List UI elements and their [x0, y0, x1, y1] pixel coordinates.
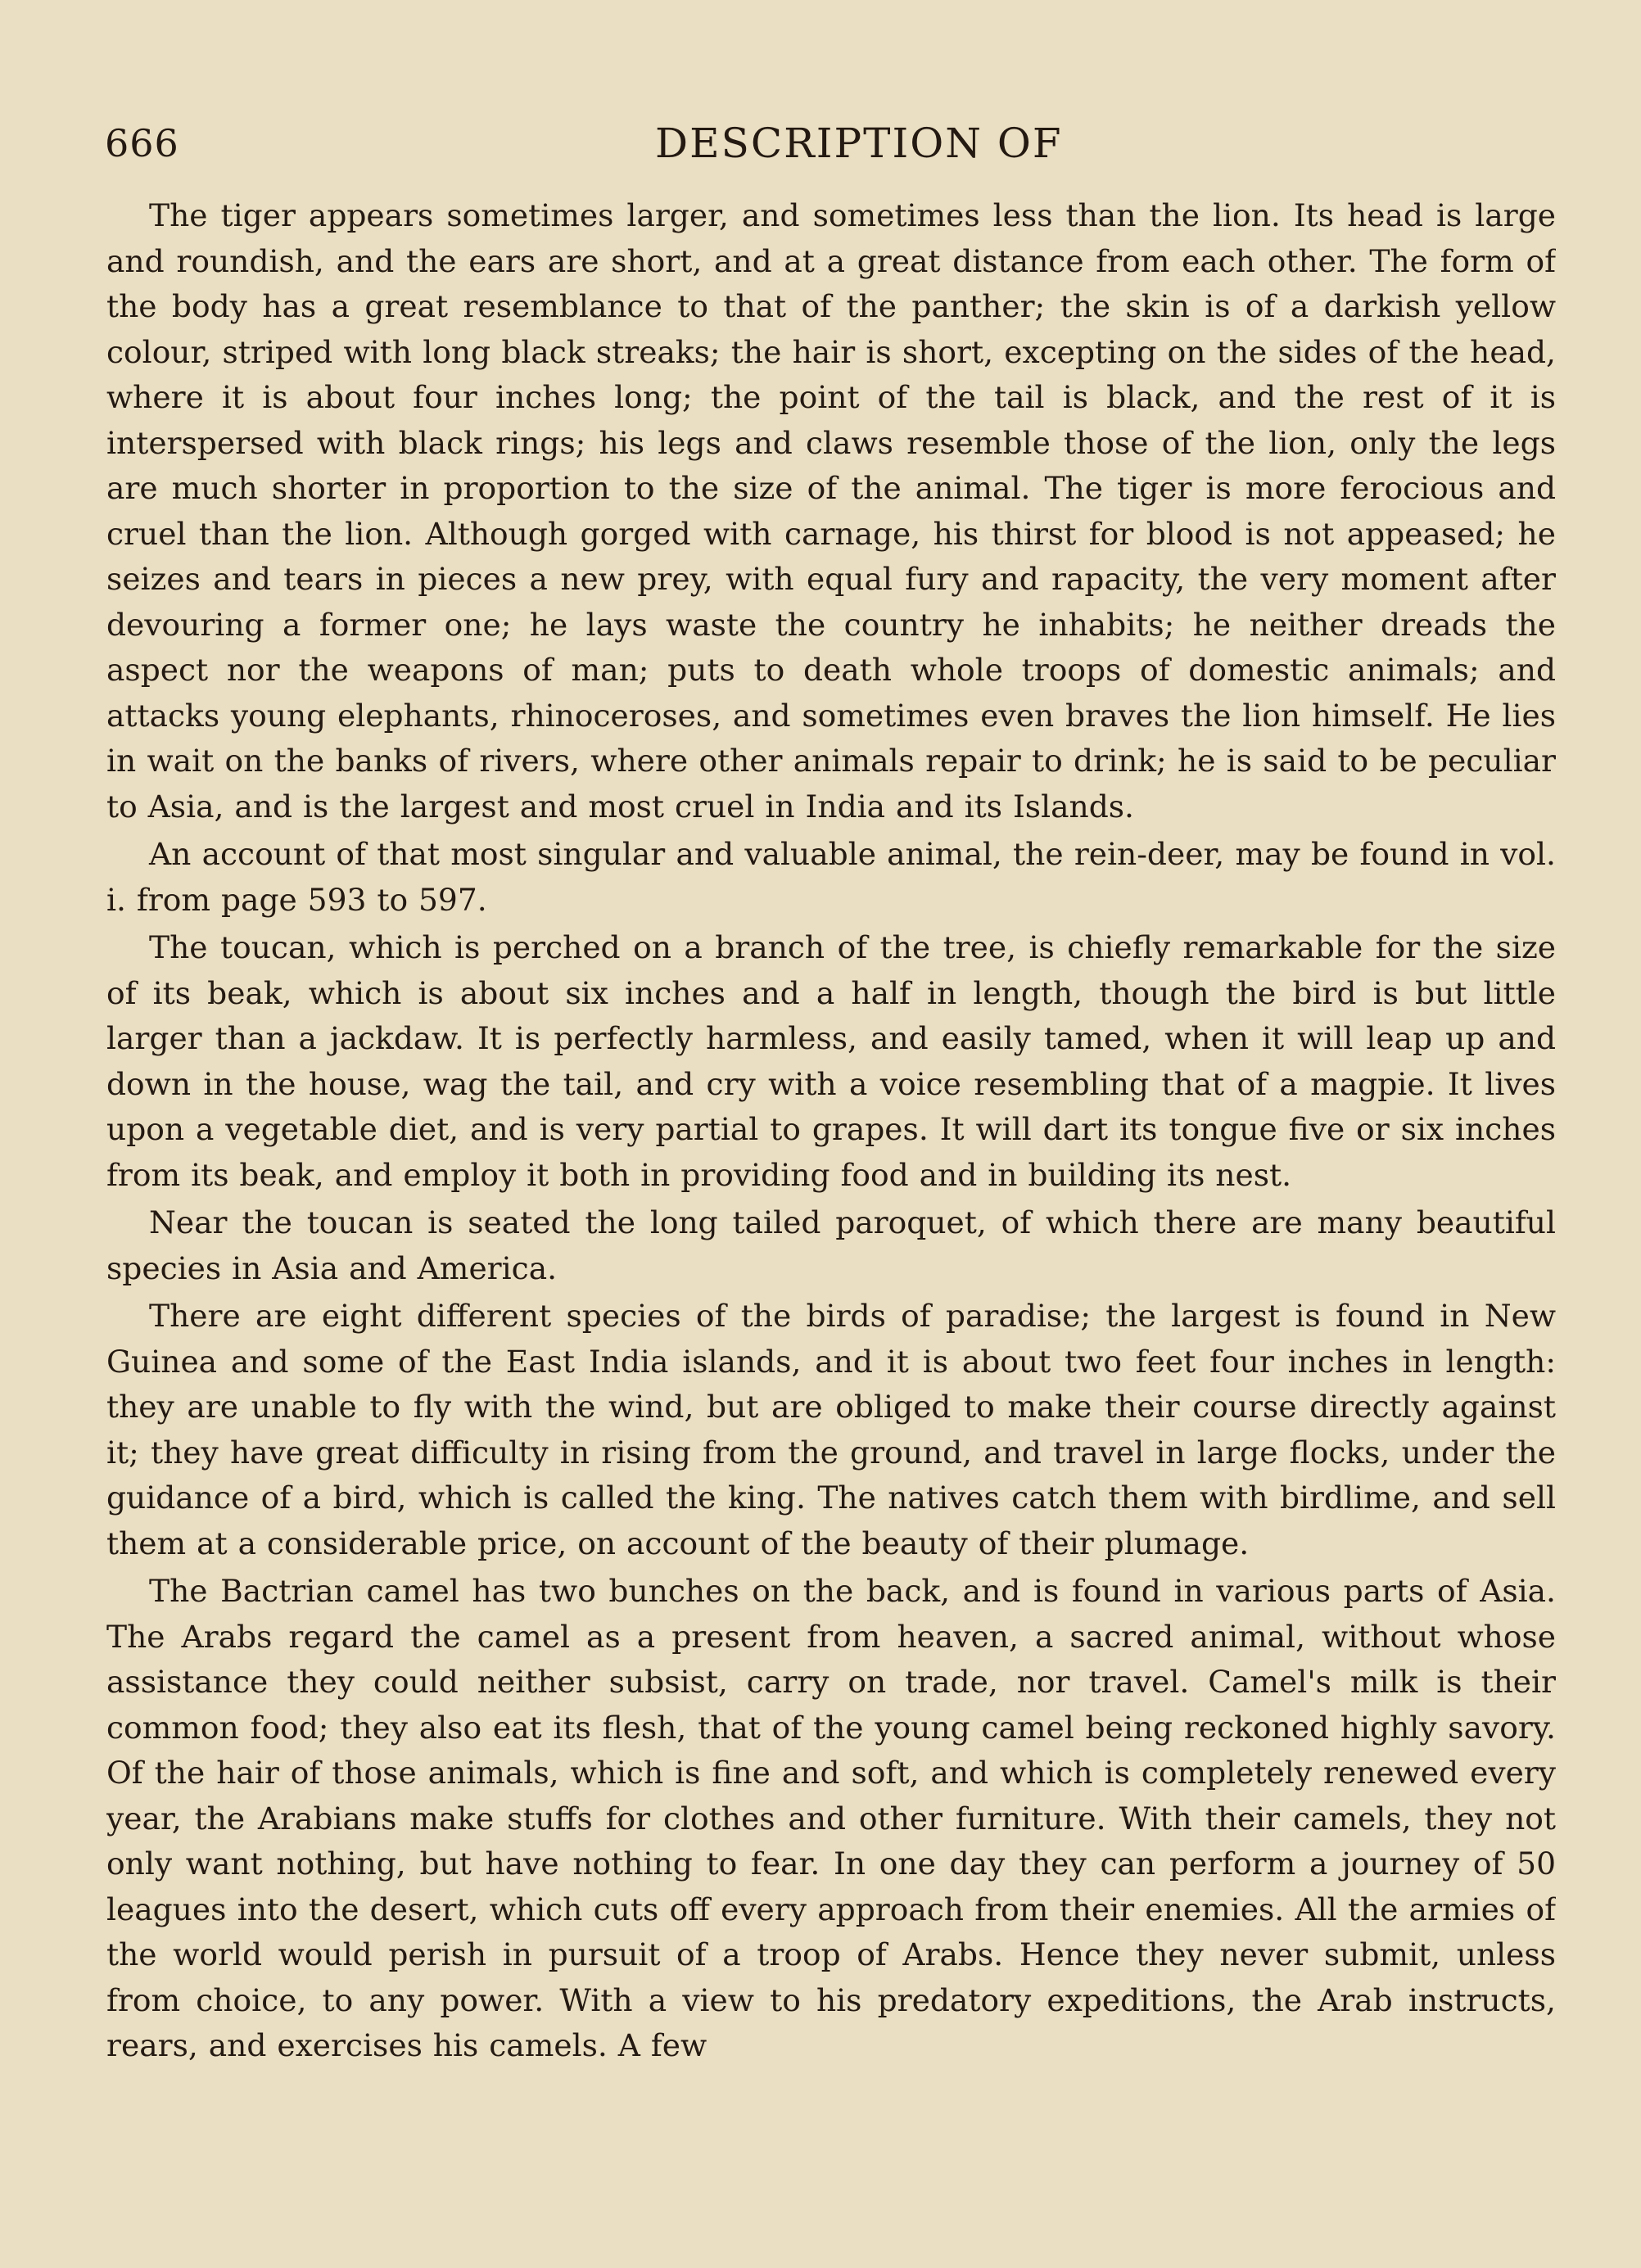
- paragraph-rein-deer: An account of that most singular and valuable animal, the rein-deer, may be found in vol. i. from page 593 to 597.: [106, 836, 1556, 918]
- page-body: [106, 193, 1556, 2207]
- running-head: DESCRIPTION OF: [655, 120, 1063, 167]
- paragraph-bactrian-camel: The Bactrian camel has two bunches on the back, and is found in various parts of Asia. The Arabs regard the camel as a present from heaven, a sacred animal, without whose assistance they could neither subsist, carry on trade, nor travel. Camel's milk is their common food; they also eat its flesh, that of the young camel being reckoned highly savory. Of the hair of those animals, which is fine and soft, and which is completely renewed every year, the Arabians make stuffs for clothes and other furniture. With their camels, they not only want nothing, but have nothing to fear. In one day they can perform a journey of 50 leagues into the desert, which cuts off every approach from their enemies. All the armies of the world would perish in pursuit of a troop of Arabs. Hence they never submit, unless from choice, to any power. With a view to his predatory expeditions, the Arab instructs, rears, and exercises his camels. A few: [106, 1573, 1556, 2063]
- paragraph-birds-of-paradise: There are eight different species of the birds of paradise; the largest is found in New Guinea and some of the East India islands, and it is about two feet four inches in length: they are unable to fly with the wind, but are obliged to make their course directly against it; they have great difficulty in rising from the ground, and travel in large flocks, under the guidance of a bird, which is called the king. The natives catch them with birdlime, and sell them at a considerable price, on account of the beauty of their plumage.: [106, 1298, 1556, 1561]
- paragraph-tiger: The tiger appears sometimes larger, and sometimes less than the lion. Its head is large and roundish, and the ears are short, and at a great distance from each other. The form of the body has a great resemblance to that of the panther; the skin is of a darkish yellow colour, striped with long black streaks; the hair is short, excepting on the sides of the head, where it is about four inches long; the point of the tail is black, and the rest of it is interspersed with black rings; his legs and claws resemble those of the lion, only the legs are much shorter in proportion to the size of the animal. The tiger is more ferocious and cruel than the lion. Although gorged with carnage, his thirst for blood is not appeased; he seizes and tears in pieces a new prey, with equal fury and rapacity, the very moment after devouring a former one; he lays waste the country he inhabits; he neither dreads the aspect nor the weapons of man; puts to death whole troops of domestic animals; and attacks young elephants, rhinoceroses, and sometimes even braves the lion himself. He lies in wait on the banks of rivers, where other animals repair to drink; he is said to be peculiar to Asia, and is the largest and most cruel in India and its Islands.: [106, 197, 1556, 825]
- paragraph-toucan: The toucan, which is perched on a branch of the tree, is chiefly remarkable for the size of its beak, which is about six inches and a half in length, though the bird is but little larger than a jackdaw. It is perfectly harmless, and easily tamed, when it will leap up and down in the house, wag the tail, and cry with a voice resembling that of a magpie. It lives upon a vegetable diet, and is very partial to grapes. It will dart its tongue five or six inches from its beak, and employ it both in providing food and in building its nest.: [106, 929, 1556, 1193]
- paragraph-paroquet: Near the toucan is seated the long tailed paroquet, of which there are many beautiful species in Asia and America.: [106, 1204, 1556, 1286]
- page-number: 666: [105, 121, 179, 165]
- page-header: [0, 113, 1641, 178]
